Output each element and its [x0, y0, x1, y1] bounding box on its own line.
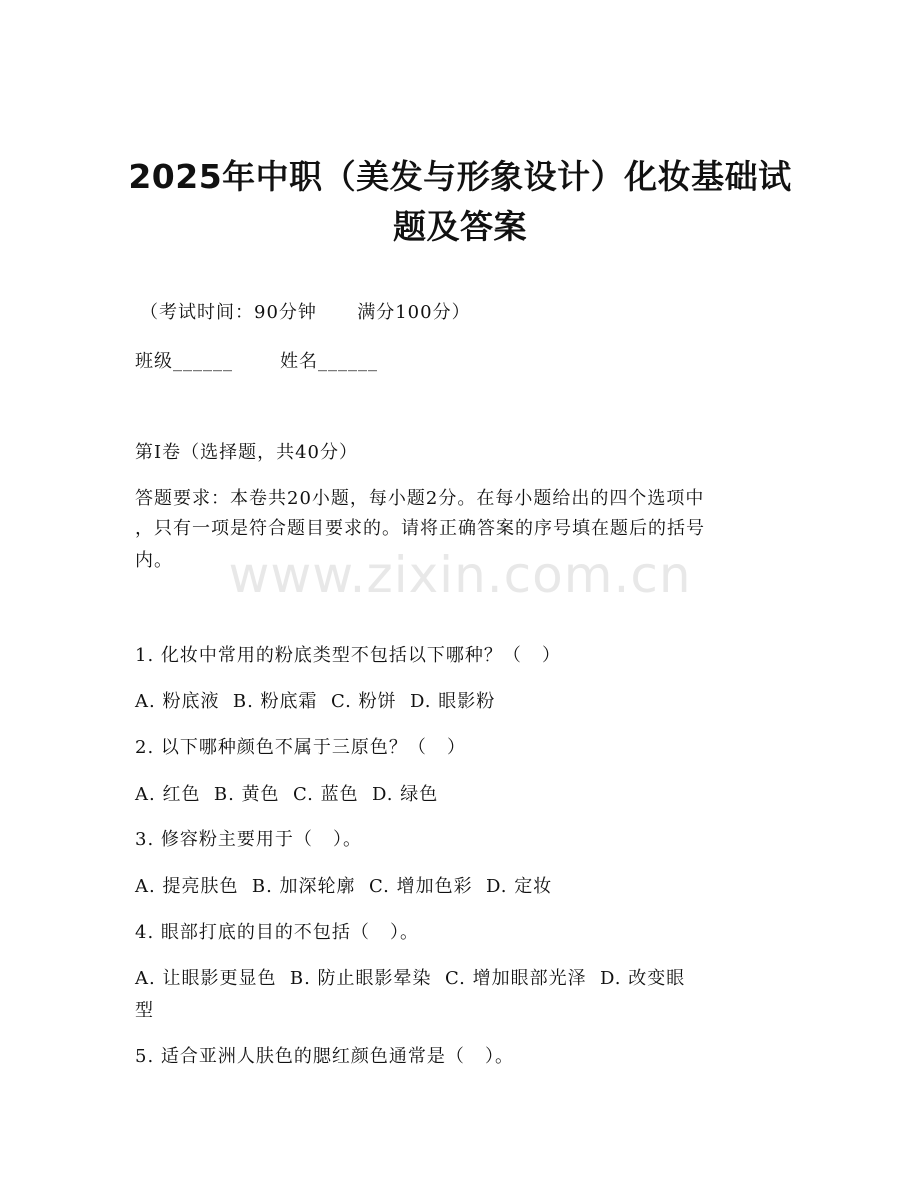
exam-info: （考试时间：90分钟 满分100分）	[140, 302, 471, 323]
instructions-line-2: ，只有一项是符合题目要求的。请将正确答案的序号填在题后的括号	[135, 518, 705, 539]
instructions-line-1: 答题要求：本卷共20小题，每小题2分。在每小题给出的四个选项中	[135, 488, 705, 509]
question-3-options: A. 提亮肤色 B. 加深轮廓 C. 增加色彩 D. 定妆	[135, 876, 553, 897]
question-4-options-wrap: 型	[135, 1000, 154, 1021]
document-title-line-2: 题及答案	[393, 207, 527, 246]
instructions-line-3: 内。	[135, 550, 173, 571]
document-title-line-1: 2025年中职（美发与形象设计）化妆基础试	[128, 157, 792, 196]
question-3: 3. 修容粉主要用于（ ）。	[135, 829, 363, 850]
question-5: 5. 适合亚洲人肤色的腮红颜色通常是（ ）。	[135, 1046, 515, 1067]
section-heading: 第I卷（选择题，共40分）	[135, 442, 359, 463]
question-2: 2. 以下哪种颜色不属于三原色？（ ）	[135, 737, 467, 758]
question-4: 4. 眼部打底的目的不包括（ ）。	[135, 922, 420, 943]
watermark: www.zixin.com.cn	[228, 546, 692, 604]
question-1: 1. 化妆中常用的粉底类型不包括以下哪种？（ ）	[135, 645, 562, 666]
class-name-fields: 班级______ 姓名______	[135, 351, 379, 372]
question-1-options: A. 粉底液 B. 粉底霜 C. 粉饼 D. 眼影粉	[135, 691, 496, 712]
question-2-options: A. 红色 B. 黄色 C. 蓝色 D. 绿色	[135, 784, 439, 805]
question-4-options: A. 让眼影更显色 B. 防止眼影晕染 C. 增加眼部光泽 D. 改变眼	[135, 968, 686, 989]
